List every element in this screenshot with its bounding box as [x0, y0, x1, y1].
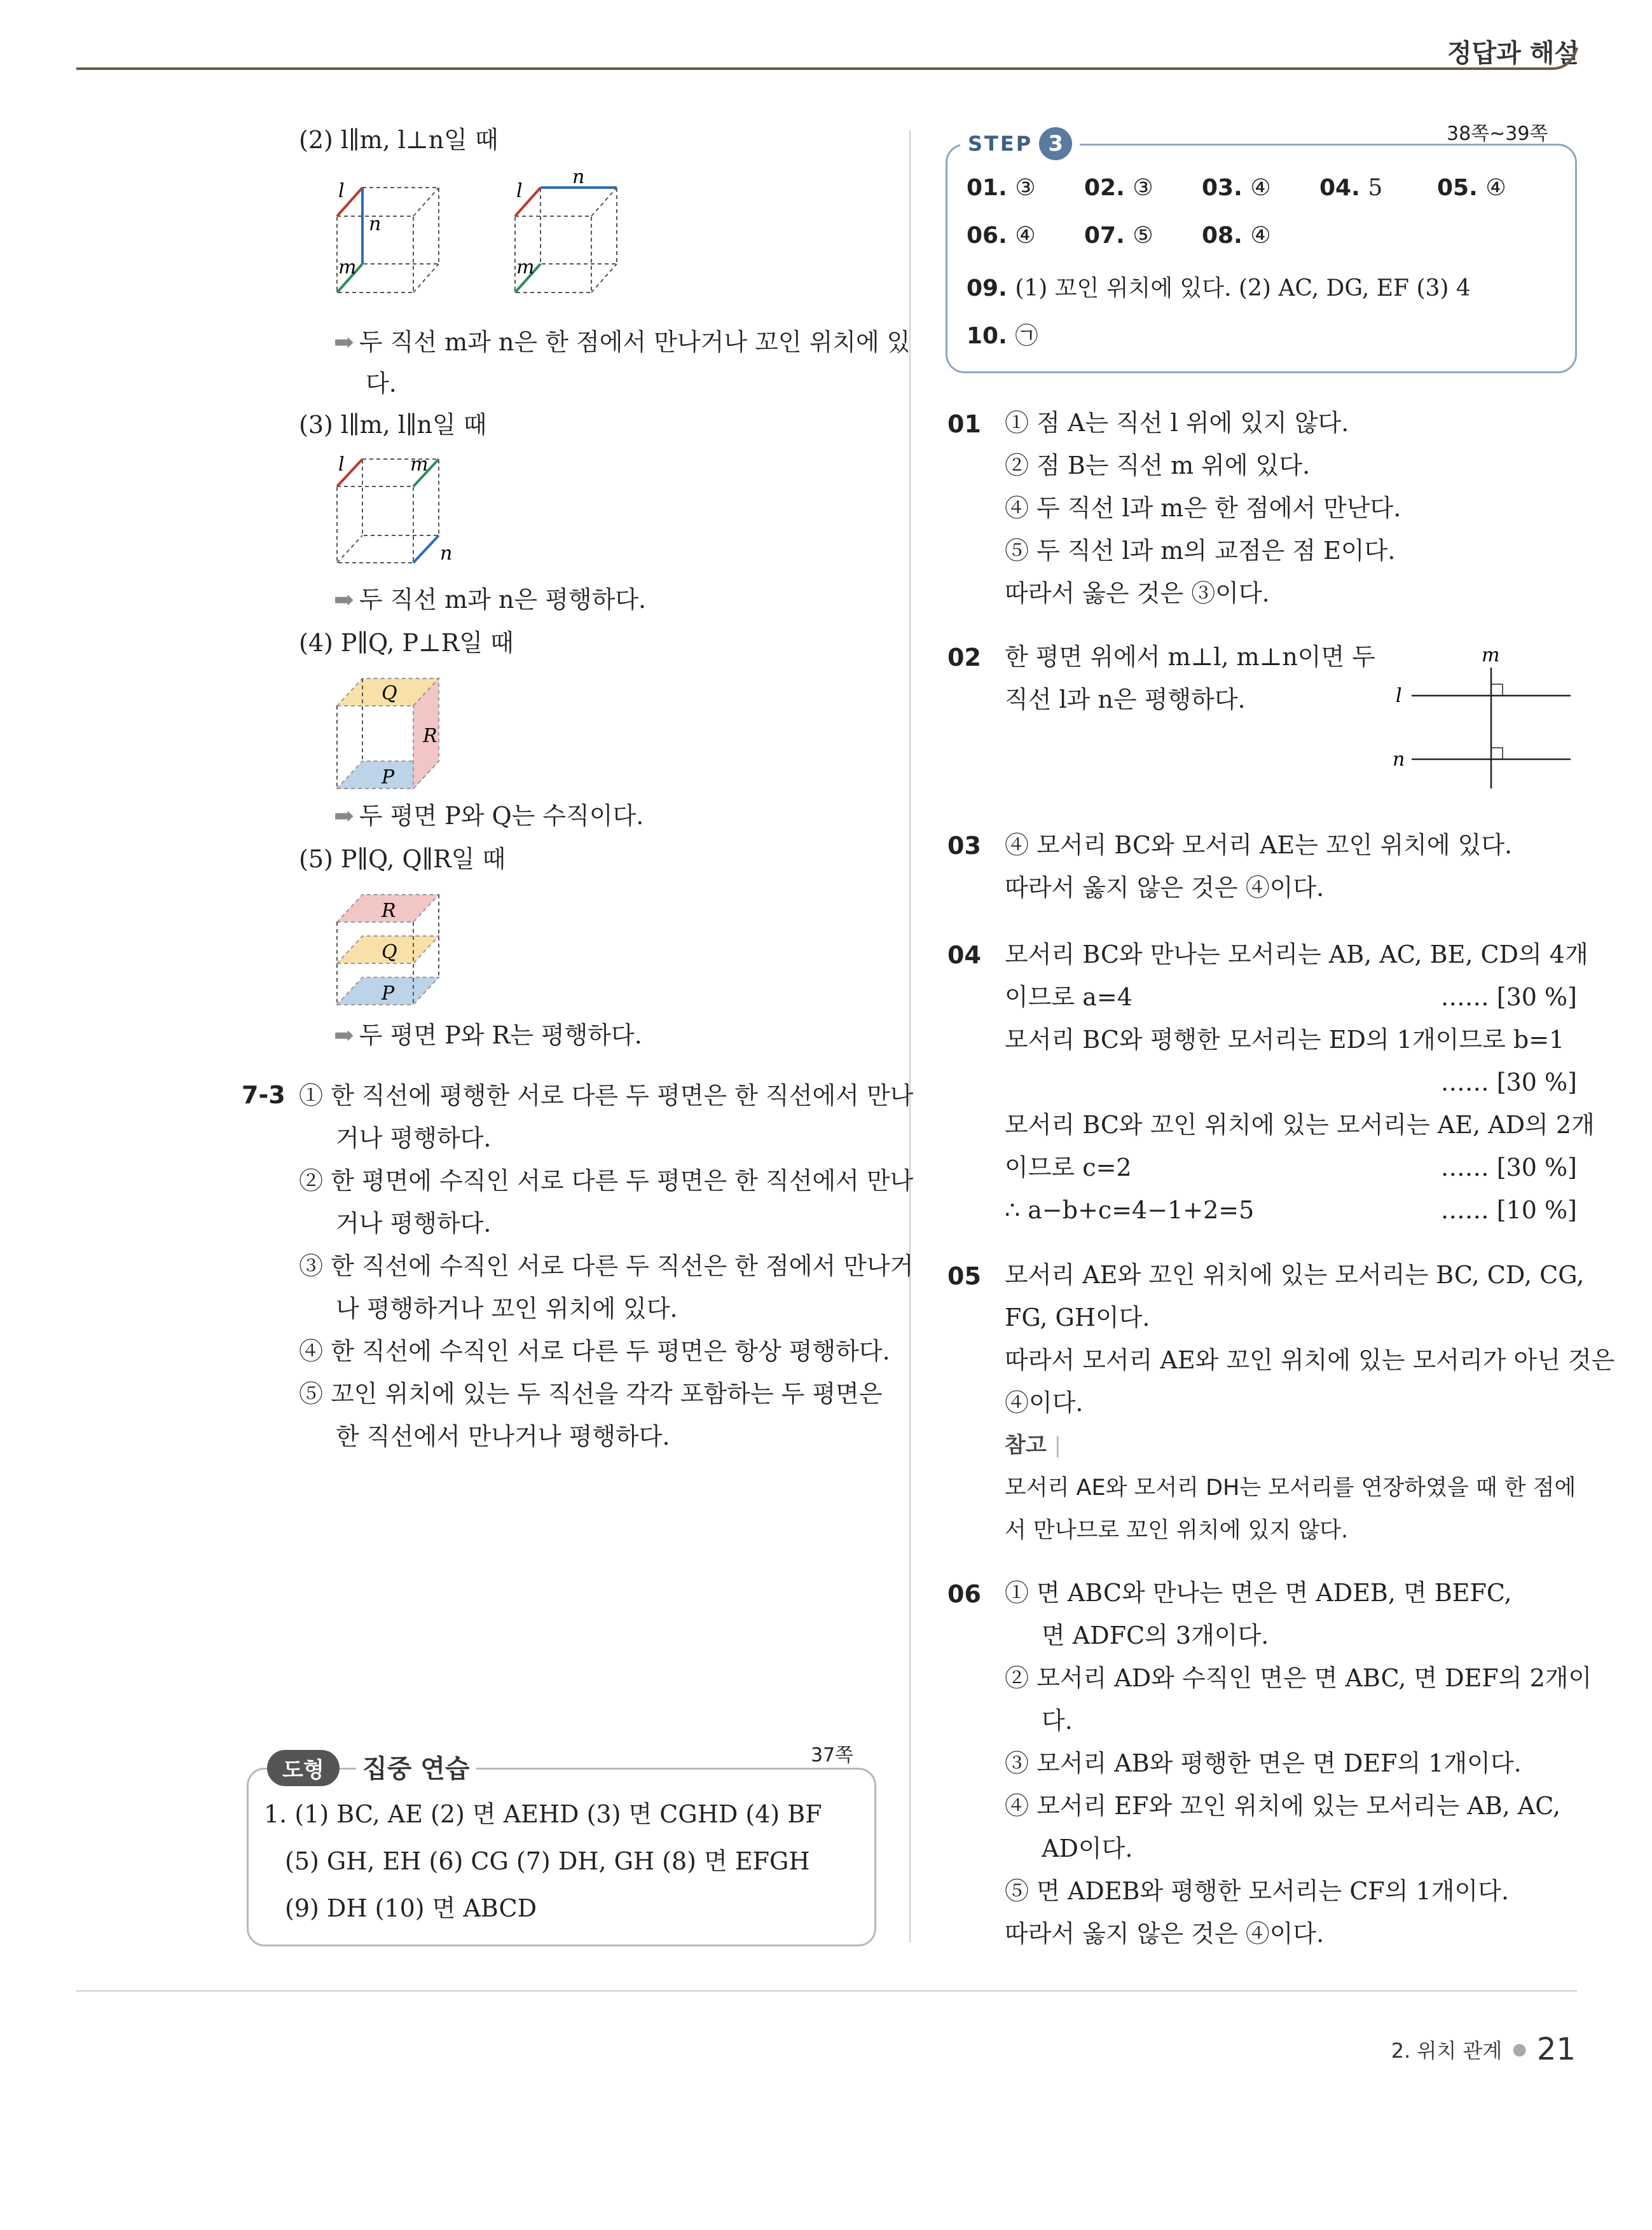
svg-text:l: l	[338, 453, 345, 476]
text-line: 면 ADFC의 3개이다.	[1042, 1621, 1269, 1649]
practice-line: (9) DH (10) 면 ABCD	[285, 1894, 537, 1922]
solution-05-body	[1005, 1254, 1614, 1552]
problem-7-3-body	[299, 1075, 913, 1458]
step3-page-ref: 38쪽~39쪽	[1447, 123, 1548, 145]
solution-01-number: 01	[947, 410, 981, 438]
text-line: ④ 한 직선에 수직인 서로 다른 두 평면은 항상 평행하다.	[299, 1337, 890, 1365]
item-4-conclusion: ➡ 두 평면 P와 Q는 수직이다.	[334, 802, 644, 830]
text-line: 한 직선에서 만나거나 평행하다.	[336, 1422, 670, 1450]
text-line: ② 모서리 AD와 수직인 면은 면 ABC, 면 DEF의 2개이	[1005, 1664, 1592, 1692]
svg-text:m: m	[410, 453, 429, 476]
text-line: 이므로 a=4	[1005, 983, 1132, 1011]
svg-text:n: n	[369, 213, 382, 235]
footer-section: 2. 위치 관계	[1391, 2039, 1503, 2063]
practice-title: 집중 연습	[356, 1749, 476, 1785]
solution-04-number: 04	[947, 941, 981, 969]
text-line: ⑤ 꼬인 위치에 있는 두 직선을 각각 포함하는 두 평면은	[299, 1380, 883, 1408]
answer-row-4: 10. ㉠	[967, 323, 1038, 349]
header-rule	[0, 0, 1652, 83]
item-5-label: (5) P∥Q, Q∥R일 때	[299, 845, 506, 873]
text-line: 거나 평행하다.	[336, 1124, 492, 1152]
problem-7-3-number: 7-3	[242, 1081, 286, 1109]
item-3-conclusion: ➡ 두 직선 m과 n은 평행하다.	[334, 586, 647, 614]
step-label: STEP	[968, 132, 1033, 156]
svg-text:Q: Q	[382, 682, 397, 705]
text-line: ① 점 A는 직선 l 위에 있지 않다.	[1005, 409, 1349, 437]
figure-02-perpendicular	[1393, 642, 1577, 795]
practice-page-ref: 37쪽	[811, 1744, 854, 1766]
step-number: 3	[1039, 127, 1072, 160]
svg-text:P: P	[382, 982, 395, 1005]
text-line: 모서리 BC와 꼬인 위치에 있는 모서리는 AE, AD의 2개	[1005, 1111, 1595, 1139]
text-line: 따라서 옳지 않은 것은 ④이다.	[1005, 874, 1325, 902]
score: …… [30 %]	[1440, 1153, 1577, 1181]
text-line: 모서리 AE와 꼬인 위치에 있는 모서리는 BC, CD, CG,	[1005, 1261, 1585, 1289]
practice-pill: 도형	[267, 1750, 340, 1786]
svg-text:R: R	[382, 900, 396, 922]
text-line: ② 점 B는 직선 m 위에 있다.	[1005, 451, 1311, 479]
solution-06-body	[1005, 1572, 1592, 1955]
svg-text:m: m	[338, 256, 357, 279]
svg-text:m: m	[516, 256, 535, 279]
figure-4-planes	[331, 671, 471, 795]
note-label: 참고 |	[1005, 1433, 1062, 1458]
text-line: ∴ a−b+c=4−1+2=5	[1005, 1196, 1255, 1224]
answer-row-3: 09. (1) 꼬인 위치에 있다. (2) AC, DG, EF (3) 4	[967, 275, 1471, 301]
text-line: 다.	[1042, 1707, 1073, 1735]
footer	[1391, 2032, 1576, 2067]
running-header-title: 정답과 해설	[1447, 39, 1579, 68]
page-number: 21	[1536, 2032, 1576, 2067]
text-line: 거나 평행하다.	[336, 1209, 492, 1237]
solution-06-number: 06	[947, 1580, 981, 1608]
text-line: ④ 두 직선 l과 m은 한 점에서 만난다.	[1005, 494, 1401, 522]
text-line: 이므로 c=2	[1005, 1153, 1132, 1181]
score: …… [30 %]	[1440, 983, 1577, 1011]
svg-text:P: P	[382, 766, 395, 788]
solution-04-body	[1005, 933, 1595, 1232]
text-line: ④ 모서리 BC와 모서리 AE는 꼬인 위치에 있다.	[1005, 831, 1513, 859]
note-line: 서 만나므로 꼬인 위치에 있지 않다.	[1005, 1518, 1349, 1543]
column-divider	[909, 130, 911, 1943]
practice-answers	[264, 1793, 822, 1930]
text-line: 모서리 BC와 만나는 모서리는 AB, AC, BE, CD의 4개	[1005, 940, 1588, 968]
svg-text:R: R	[423, 725, 437, 747]
note-line: 모서리 AE와 모서리 DH는 모서리를 연장하였을 때 한 점에	[1005, 1475, 1576, 1501]
item-2-label: (2) l∥m, l⊥n일 때	[299, 126, 499, 154]
item-5-conclusion: ➡ 두 평면 P와 R는 평행하다.	[334, 1021, 642, 1049]
text-line: 한 평면 위에서 m⊥l, m⊥n이면 두	[1005, 643, 1376, 671]
footer-dot: ●	[1512, 2040, 1527, 2059]
text-line: ⑤ 면 ADEB와 평행한 모서리는 CF의 1개이다.	[1005, 1877, 1509, 1905]
fig-label-n: n	[1393, 748, 1405, 771]
practice-line: (5) GH, EH (6) CG (7) DH, GH (8) 면 EFGH	[285, 1847, 810, 1875]
item-2-conclusion: ➡ 두 직선 m과 n은 한 점에서 만나거나 꼬인 위치에 있	[334, 328, 911, 356]
text-line: ① 면 ABC와 만나는 면은 면 ADEB, 면 BEFC,	[1005, 1579, 1512, 1607]
text-line: ③ 모서리 AB와 평행한 면은 면 DEF의 1개이다.	[1005, 1749, 1522, 1777]
text-line: ④ 모서리 EF와 꼬인 위치에 있는 모서리는 AB, AC,	[1005, 1792, 1561, 1820]
text-line: ⑤ 두 직선 l과 m의 교점은 점 E이다.	[1005, 537, 1396, 565]
step3-badge	[960, 127, 1080, 160]
solution-03-number: 03	[947, 832, 981, 860]
text-line: ③ 한 직선에 수직인 서로 다른 두 직선은 한 점에서 만나거	[299, 1252, 914, 1280]
text-line: 따라서 옳지 않은 것은 ④이다.	[1005, 1920, 1325, 1948]
solution-01-body	[1005, 402, 1401, 615]
fig-label-l: l	[1396, 685, 1402, 707]
item-2-conclusion-cont: 다.	[366, 369, 397, 397]
fig-label-l: l	[338, 180, 345, 202]
text-line: FG, GH이다.	[1005, 1304, 1150, 1332]
text-line: 따라서 옳은 것은 ③이다.	[1005, 579, 1270, 607]
figure-2-cubes	[331, 172, 630, 305]
svg-text:l: l	[516, 180, 523, 202]
text-line: AD이다.	[1042, 1834, 1133, 1862]
solution-03-body	[1005, 824, 1512, 909]
text-line: ① 한 직선에 평행한 서로 다른 두 평면은 한 직선에서 만나	[299, 1082, 914, 1110]
score: …… [30 %]	[1440, 1068, 1577, 1096]
solution-02-body	[1005, 636, 1375, 721]
text-line: ② 한 평면에 수직인 서로 다른 두 평면은 한 직선에서 만나	[299, 1167, 914, 1195]
text-line: 따라서 모서리 AE와 꼬인 위치에 있는 모서리가 아닌 것은	[1005, 1346, 1615, 1374]
score: …… [10 %]	[1440, 1196, 1577, 1224]
item-4-label: (4) P∥Q, P⊥R일 때	[299, 629, 514, 657]
text-line: 나 평행하거나 꼬인 위치에 있다.	[336, 1295, 678, 1323]
svg-text:n: n	[572, 172, 585, 188]
solution-05-number: 05	[947, 1262, 981, 1290]
figure-3-cube	[331, 451, 471, 579]
text-line: 직선 l과 n은 평행하다.	[1005, 685, 1246, 713]
text-line: ④이다.	[1005, 1389, 1084, 1417]
practice-line: 1. (1) BC, AE (2) 면 AEHD (3) 면 CGHD (4) BF	[264, 1800, 822, 1828]
solution-02-number: 02	[947, 644, 981, 671]
svg-text:n: n	[440, 542, 453, 565]
svg-text:Q: Q	[382, 941, 397, 963]
footer-rule	[76, 1990, 1577, 1992]
figure-5-planes	[331, 887, 471, 1014]
item-3-label: (3) l∥m, l∥n일 때	[299, 411, 487, 439]
text-line: 모서리 BC와 평행한 모서리는 ED의 1개이므로 b=1	[1005, 1026, 1565, 1054]
fig-label-m: m	[1482, 644, 1500, 666]
